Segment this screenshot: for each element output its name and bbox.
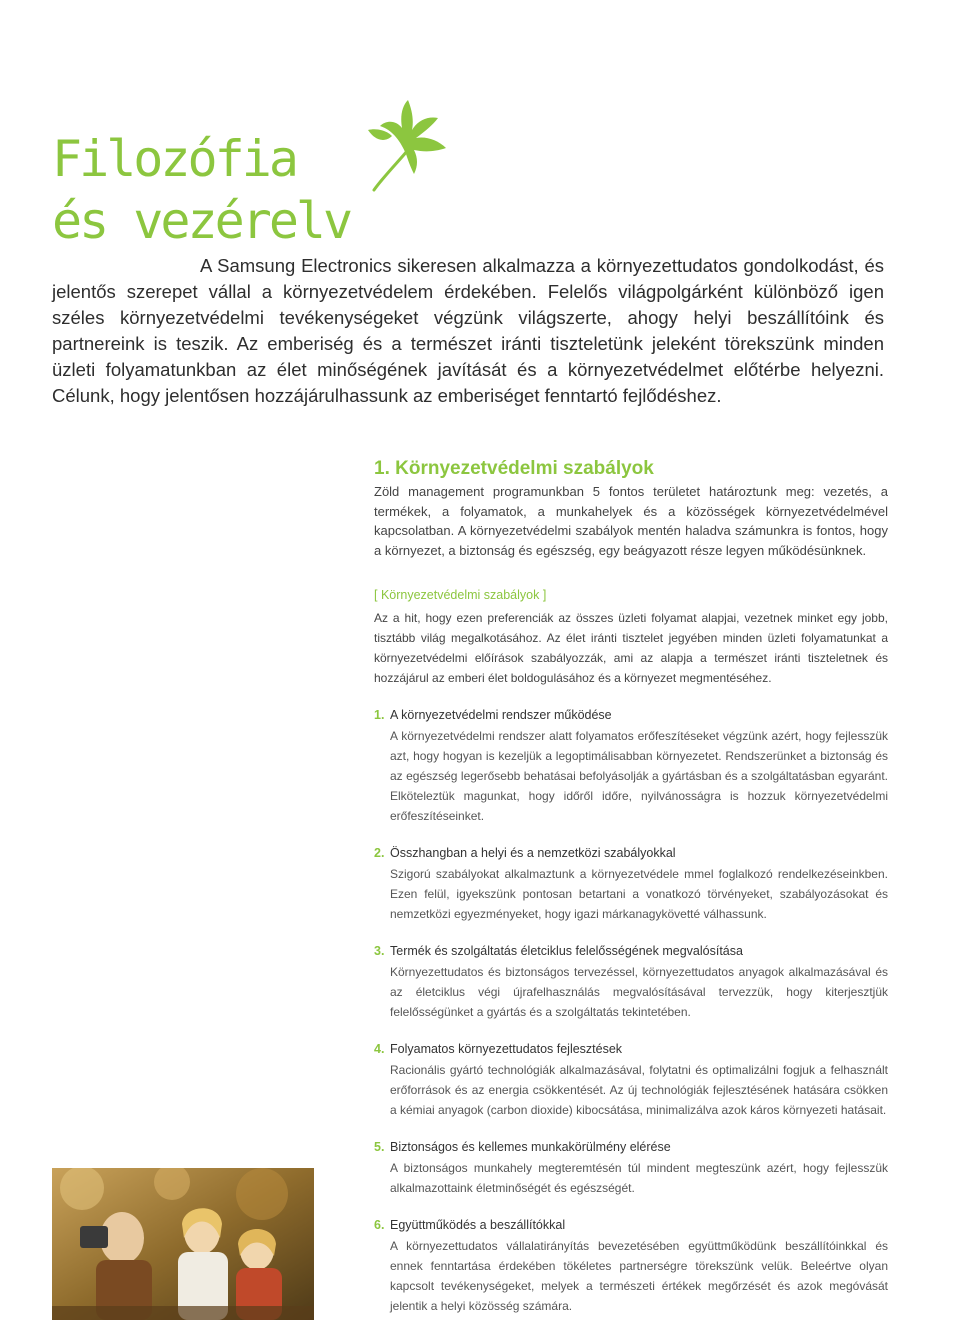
item-number: 1. [374, 708, 385, 722]
item-number: 5. [374, 1140, 385, 1154]
policy-text: Az a hit, hogy ezen preferenciák az összes üzleti folyamat alapjai, vezetnek minket egy jobb, tisztább világ megalkotásához. Az élet iránti tisztelet jegyében minden üzleti folyamatunkat a környezetvédelmi előírások szabályozzák, ami az alapja a természet iránti tiszteletnek és hozzájárul az emberi élet boldogulásához és a környezet megmentéséhez. [374, 611, 888, 685]
item-body: A biztonságos munkahely megteremtésén túl mindent megteszünk azért, hogy fejlesszük alkalmazottaink életminőségét és egészségét. [390, 1161, 888, 1195]
page-title [52, 128, 350, 252]
item-heading [374, 1138, 888, 1157]
item-number: 6. [374, 1218, 385, 1232]
item-number: 3. [374, 944, 385, 958]
section-intro: Zöld management programunkban 5 fontos területet határoztunk meg: vezetés, a termékek, a folyamatok, a munkahelyek és a közösségek környezetvédelmével kapcsolatban. A környezetvédelmi szabályok mentén haladva számunkra is fontos, hogy a környezet, a biztonság és egészség, egy beágyazott része legyen működésünknek. [374, 484, 888, 558]
item-number: 2. [374, 846, 385, 860]
list-item [374, 1138, 888, 1198]
item-heading [374, 1040, 888, 1059]
policy-label: [ Környezetvédelmi szabályok ] [374, 588, 547, 602]
section-title: Környezetvédelmi szabályok [395, 458, 654, 479]
title-line-2: és vezérelv [52, 192, 351, 250]
item-number: 4. [374, 1042, 385, 1056]
item-body: Környezettudatos és biztonságos tervezéssel, környezettudatos anyagok alkalmazásával és az életciklus végi újrafelhasználás megvalósításával tervezzük, hogy kiterjesztjük felelősségünket a gyártás és a szolgáltatás tekintetében. [390, 965, 888, 1019]
item-title: Biztonságos és kellemes munkakörülmény elérése [390, 1140, 671, 1154]
family-photo [52, 1168, 314, 1320]
section-number: 1. [374, 458, 390, 479]
title-line-1: Filozófia [52, 130, 296, 188]
intro-text: A Samsung Electronics sikeresen alkalmazza a környezettudatos gondolkodást, és jelentős szerepet vállal a környezetvédelem érdekében. Felelős világpolgárként különböző igen széles környezetvédelmi tevékenységeket végzünk világszerte, ahogy helyi beszállítóink és partnereink is teszik. Az emberiség és a természet iránti tiszteletünk jeleként törekszünk minden üzleti folyamatunkban az élet minőségének javítását és a környezetvédelmet előtérbe helyezni. Célunk, hogy jelentősen hozzájárulhassunk az emberiséget fenntartó fejlődéshez. [52, 255, 884, 406]
item-heading [374, 844, 888, 863]
list-item [374, 1216, 888, 1316]
item-heading [374, 706, 888, 725]
item-body: Szigorú szabályokat alkalmaztunk a környezetvédele mmel foglalkozó rendelkezéseinkben. Ezen felül, igyekszünk pontosan betartani a vonatkozó törvényeket, szabályozásokat és nemzetközi egyezményeket, hogy igazi márkanagykövetté válhassunk. [390, 867, 888, 921]
list-item [374, 1040, 888, 1120]
item-title: Folyamatos környezettudatos fejlesztések [390, 1042, 623, 1056]
family-photo-illustration [52, 1168, 314, 1320]
item-title: Összhangban a helyi és a nemzetközi szabályokkal [390, 846, 676, 860]
section-heading [374, 458, 654, 480]
policy-items-list [374, 706, 888, 1334]
leaf-icon [362, 100, 448, 192]
item-body: A környezettudatos vállalatirányítás bevezetésében együttműködünk beszállítóinkkal és ennek fenntartása érdekében tökéletes partnerségre törekszünk velük. Beleértve olyan kapcsolt tevékenységeket, melyek a természeti értékek megőrzését és azok megóvását jelentik a helyi közösség számára. [390, 1239, 888, 1313]
list-item [374, 706, 888, 826]
item-body: Racionális gyártó technológiák alkalmazásával, folytatni és optimalizálni fogjuk a felhasznált erőforrások és az energia csökkentését. Az új technológiák fejlesztésének hatására csökken a kémiai anyagok (carbon dioxide) kibocsátása, minimalizálva azok káros környezeti hatásait. [390, 1063, 888, 1117]
item-body: A környezetvédelmi rendszer alatt folyamatos erőfeszítéseket végzünk azért, hogy fejlesszük azt, hogy hogyan is kezeljük a legoptimálisabban környezetet. Rendszerünket a biztonság és az egészség legerősebb behatásai befolyásolják a gyártásban és a szolgáltatásban egyaránt. Elköteleztük magunkat, hogy időről időre, nyilvánosságra is hozzuk környezetvédelmi erőfeszítéseinket. [390, 729, 888, 823]
list-item [374, 942, 888, 1022]
intro-paragraph [52, 253, 884, 409]
item-heading [374, 942, 888, 961]
item-title: Együttműködés a beszállítókkal [390, 1218, 566, 1232]
item-title: A környezetvédelmi rendszer működése [390, 708, 612, 722]
list-item [374, 844, 888, 924]
item-title: Termék és szolgáltatás életciklus felelősségének megvalósítása [390, 944, 743, 958]
item-heading [374, 1216, 888, 1235]
